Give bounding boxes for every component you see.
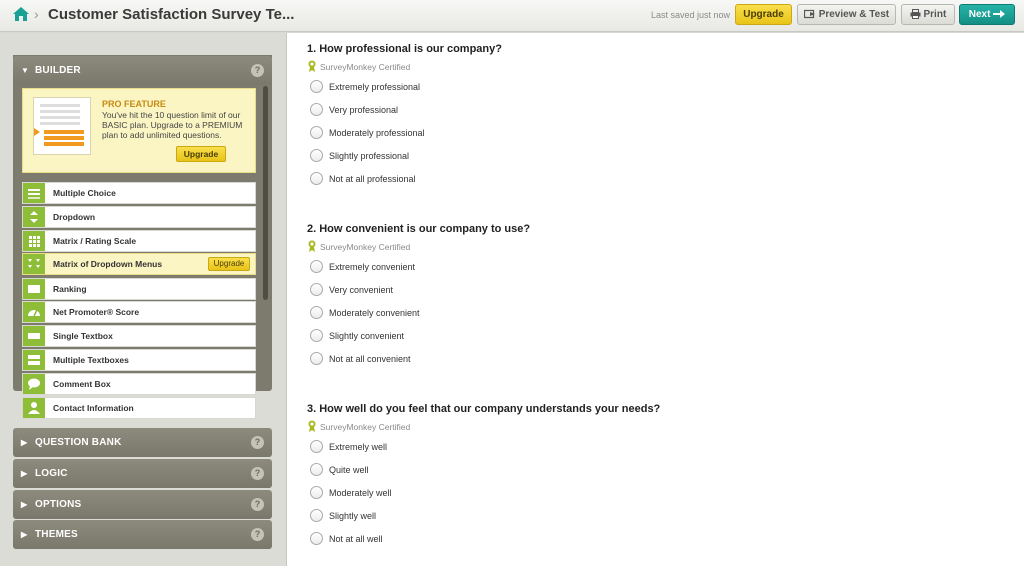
page-title[interactable]: Customer Satisfaction Survey Te... [48, 6, 295, 23]
help-icon[interactable]: ? [251, 498, 264, 511]
help-icon[interactable]: ? [251, 528, 264, 541]
question-type-label: Multiple Textboxes [53, 355, 129, 365]
help-icon[interactable]: ? [251, 64, 264, 77]
question-title[interactable]: 1. How professional is our company? [307, 43, 502, 55]
pro-feature-notice [22, 88, 256, 173]
textbox-icon [23, 326, 45, 346]
home-icon[interactable] [12, 6, 30, 24]
radio-button[interactable] [310, 283, 323, 296]
radio-button[interactable] [310, 149, 323, 162]
certified-label: SurveyMonkey Certified [320, 422, 411, 432]
question-type-item[interactable] [22, 230, 256, 252]
save-status: Last saved just now [651, 10, 731, 20]
answer-option-label: Extremely convenient [329, 262, 416, 272]
answer-option-label: Extremely professional [329, 82, 421, 92]
ribbon-award-icon [307, 62, 320, 72]
sidebar-panel-question-bank[interactable] [13, 428, 272, 457]
upgrade-button[interactable] [735, 4, 792, 25]
gauge-icon [23, 302, 45, 322]
breadcrumb-chevron-icon: › [34, 6, 39, 22]
radio-button[interactable] [310, 80, 323, 93]
pro-feature-text: You've hit the 10 question limit of our BASIC plan. Upgrade to a PREMIUM plan to add unlimited questions. [102, 110, 243, 140]
question-type-label: Single Textbox [53, 331, 113, 341]
certified-label: SurveyMonkey Certified [320, 242, 411, 252]
sidebar-panel-logic[interactable] [13, 459, 272, 488]
question-type-item[interactable] [22, 325, 256, 347]
radio-button[interactable] [310, 329, 323, 342]
answer-option-label: Not at all professional [329, 174, 416, 184]
dropdown-icon [23, 207, 45, 227]
answer-option-label: Slightly professional [329, 151, 410, 161]
sidebar-panel-themes[interactable] [13, 520, 272, 549]
question-title[interactable]: 3. How well do you feel that our company understands your needs? [307, 403, 661, 415]
question-type-item[interactable] [22, 278, 256, 300]
question-type-item[interactable] [22, 301, 256, 323]
preview-button-label: Preview & Test [818, 9, 890, 20]
arrow-right-icon [993, 9, 1005, 19]
upgrade-button-label: Upgrade [743, 9, 784, 20]
triangle-right-icon: ▶ [21, 469, 28, 478]
answer-option-label: Moderately professional [329, 128, 425, 138]
certified-badge [307, 240, 410, 252]
answer-option-label: Moderately well [329, 488, 392, 498]
radio-button[interactable] [310, 440, 323, 453]
question-type-item[interactable] [22, 349, 256, 371]
certified-badge [307, 420, 410, 432]
radio-button[interactable] [310, 260, 323, 273]
sidebar-panel-options[interactable] [13, 490, 272, 519]
triangle-right-icon: ▶ [21, 530, 28, 539]
radio-button[interactable] [310, 532, 323, 545]
answer-option-label: Very professional [329, 105, 399, 115]
radio-button[interactable] [310, 103, 323, 116]
certified-badge [307, 60, 410, 72]
print-button-label: Print [923, 9, 947, 20]
question-type-label: Matrix of Dropdown Menus [53, 259, 163, 269]
pro-feature-title: PRO FEATURE [102, 99, 166, 109]
preview-icon [804, 9, 816, 19]
panel-label: QUESTION BANK [35, 437, 122, 448]
answer-option-label: Extremely well [329, 442, 388, 452]
question-type-label: Matrix / Rating Scale [53, 236, 137, 246]
textboxes-icon [23, 350, 45, 370]
question-type-label: Net Promoter® Score [53, 307, 140, 317]
upgrade-illustration-icon [33, 97, 91, 155]
help-icon[interactable]: ? [251, 467, 264, 480]
person-icon [23, 398, 45, 418]
ribbon-award-icon [307, 422, 320, 432]
top-bar [0, 0, 1024, 32]
radio-button[interactable] [310, 352, 323, 365]
panel-label: OPTIONS [35, 499, 82, 510]
builder-scrollbar[interactable] [263, 86, 268, 300]
builder-panel-header[interactable] [13, 56, 272, 85]
question-type-item[interactable] [22, 206, 256, 228]
survey-canvas [286, 33, 1024, 566]
print-button[interactable] [901, 4, 955, 25]
certified-label: SurveyMonkey Certified [320, 62, 411, 72]
question-type-item[interactable] [22, 182, 256, 204]
question-type-item[interactable] [22, 373, 256, 395]
panel-label: THEMES [35, 529, 78, 540]
triangle-down-icon: ▼ [21, 66, 29, 75]
comment-icon [23, 374, 45, 394]
panel-label: LOGIC [35, 468, 68, 479]
radio-button[interactable] [310, 486, 323, 499]
radio-button[interactable] [310, 306, 323, 319]
answer-option-label: Slightly well [329, 511, 377, 521]
pro-upgrade-button[interactable]: Upgrade [176, 146, 226, 162]
builder-panel-label: BUILDER [35, 65, 81, 76]
answer-option-label: Not at all well [329, 534, 383, 544]
radio-button[interactable] [310, 509, 323, 522]
question-type-label: Dropdown [53, 212, 96, 222]
help-icon[interactable]: ? [251, 436, 264, 449]
question-type-item[interactable] [22, 397, 256, 419]
matrix-dropdown-icon [23, 254, 45, 274]
matrix-icon [23, 231, 45, 251]
triangle-right-icon: ▶ [21, 438, 28, 447]
question-title[interactable]: 2. How convenient is our company to use? [307, 223, 531, 235]
radio-button[interactable] [310, 126, 323, 139]
answer-option-label: Quite well [329, 465, 369, 475]
answer-option-label: Slightly convenient [329, 331, 405, 341]
radio-button[interactable] [310, 463, 323, 476]
question-type-label: Ranking [53, 284, 87, 294]
question-type-label: Comment Box [53, 379, 111, 389]
ranking-icon [23, 279, 45, 299]
ribbon-award-icon [307, 242, 320, 252]
question-type-label: Multiple Choice [53, 188, 116, 198]
question-type-upgrade-button[interactable]: Upgrade [208, 257, 250, 271]
triangle-right-icon: ▶ [21, 500, 28, 509]
preview-test-button[interactable] [797, 4, 896, 25]
next-button-label: Next [968, 9, 991, 20]
question-type-label: Contact Information [53, 403, 134, 413]
question-type-item[interactable] [22, 253, 256, 275]
next-button[interactable] [959, 4, 1015, 25]
answer-option-label: Very convenient [329, 285, 394, 295]
radio-button[interactable] [310, 172, 323, 185]
answer-option-label: Not at all convenient [329, 354, 411, 364]
answer-option-label: Moderately convenient [329, 308, 420, 318]
multiple-choice-icon [23, 183, 45, 203]
printer-icon [910, 9, 921, 19]
